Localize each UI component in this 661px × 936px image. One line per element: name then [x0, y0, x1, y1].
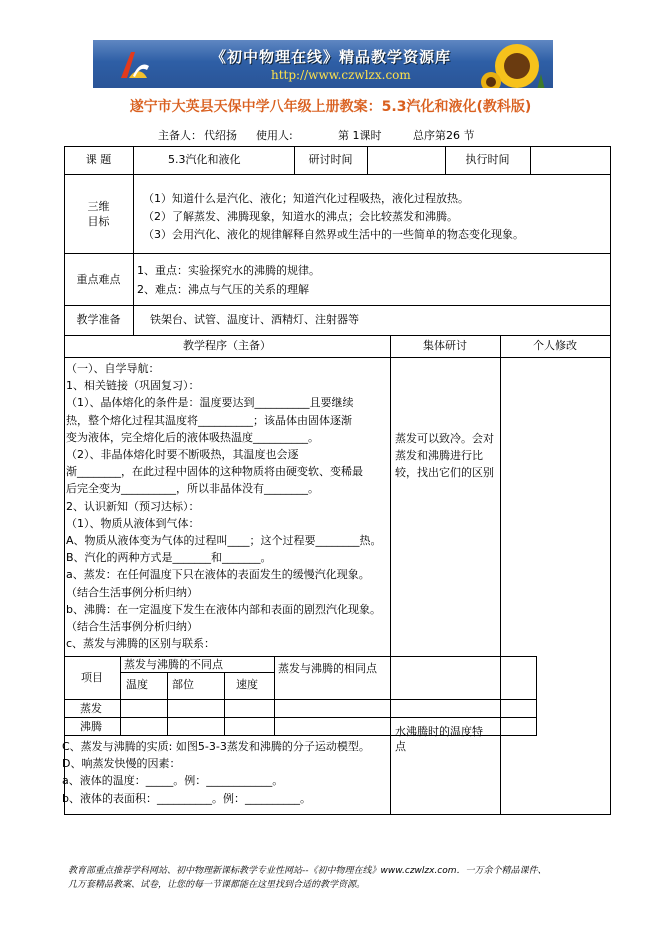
body-line: 后完全变为__________，所以非晶体没有________。	[66, 482, 319, 496]
body-line: 1、相关链接（巩固复习）：	[66, 379, 200, 393]
page-footer	[68, 864, 547, 892]
key-point-item: 2、难点：沸点与气压的关系的理解	[137, 283, 309, 296]
site-banner	[93, 40, 553, 88]
topic-value: 5.3汽化和液化	[168, 153, 241, 166]
program-body-2	[62, 738, 370, 807]
preparer-name: 代绍扬	[204, 129, 237, 142]
compare-row-evaporation: 蒸发	[80, 702, 102, 715]
body-line: a、液体的温度：_____。例：____________。	[62, 774, 284, 788]
preparer-label: 主备人：	[158, 129, 202, 142]
document-title: 遂宁市大英县天保中学八年级上册教案：5.3汽化和液化(教科版)	[129, 99, 532, 115]
banner-title: 《初中物理在线》精品教学资源库	[211, 48, 452, 66]
body-line: （结合生活事例分析归纳）	[66, 620, 198, 634]
research-time-label: 研讨时间	[308, 153, 353, 166]
body-line: c、蒸发与沸腾的区别与联系：	[66, 637, 216, 651]
body-line: D、响蒸发快慢的因素：	[62, 757, 181, 771]
total-lesson-number: 总序第26 节	[413, 129, 475, 142]
site-logo-icon	[117, 48, 151, 82]
compare-row-boiling: 沸腾	[80, 720, 102, 733]
user-label: 使用人:	[256, 129, 293, 142]
prep-label: 教学准备	[76, 313, 121, 326]
body-line: A、物质从液体变为气体的过程叫____；这个过程要________热。	[66, 534, 382, 548]
body-line: （1）、物质从液体到气体：	[66, 516, 200, 530]
compare-item-header: 项目	[81, 671, 103, 684]
key-points-label: 重点难点	[76, 273, 121, 286]
footer-line: 几万套精品教案、试卷，让您的每一节课都能在这里找到合适的教学资源。	[68, 880, 366, 890]
footer-line: 教育部重点推荐学科网站、初中物理新课标教学专业性网站--《初中物理在线》www.czwlzx.com．一万余个精品课件、	[68, 866, 547, 876]
body-line: 热，整个熔化过程其温度将__________；该晶体由固体逐渐	[66, 413, 352, 427]
body-line: 变为液体，完全熔化后的液体吸热温度__________。	[66, 430, 319, 444]
program-personal-header: 个人修改	[533, 339, 577, 352]
program-body	[66, 360, 382, 652]
body-line: b、液体的表面积：__________。例：__________。	[62, 791, 311, 805]
objective-item: （1）知道什么是汽化、液化；知道汽化过程吸热，液化过程放热。	[143, 192, 469, 205]
objectives-label-line2: 目标	[87, 215, 110, 228]
banner-url: http://www.czwlzx.com	[271, 68, 411, 82]
compare-col-location: 部位	[172, 678, 194, 691]
objectives-label-line1: 三维	[87, 200, 110, 213]
key-point-item: 1、重点：实验探究水的沸腾的规律。	[137, 264, 320, 277]
lesson-number: 第 1课时	[338, 129, 382, 142]
body-line: C、蒸发与沸腾的实质: 如图5-3-3蒸发和沸腾的分子运动模型。	[62, 740, 370, 753]
objective-item: （3）会用汽化、液化的规律解释自然界或生活中的一些简单的物态变化现象。	[143, 228, 524, 241]
body-line: （1）、晶体熔化的条件是：温度要达到__________且要继续	[66, 396, 354, 410]
body-line: （一）、自学导航：	[66, 362, 160, 375]
body-line: a、蒸发：在任何温度下只在液体的表面发生的缓慢汽化现象。	[66, 568, 370, 582]
body-line: b、沸腾：在一定温度下发生在液体内部和表面的剧烈汽化现象。	[66, 602, 381, 616]
group-note-2: 水沸腾时的温度特 点	[395, 725, 483, 753]
body-line: 2、认识新知（预习达标）：	[66, 499, 200, 513]
compare-same-header: 蒸发与沸腾的相同点	[278, 662, 377, 675]
compare-col-temperature: 温度	[126, 678, 148, 691]
sunflower-icon	[479, 40, 549, 88]
body-line: 渐________，在此过程中固体的这种物质将由硬变软、变稀最	[66, 465, 363, 479]
program-main-header: 教学程序（主备）	[183, 339, 271, 352]
compare-col-speed: 速度	[236, 678, 258, 691]
body-line: （结合生活事例分析归纳）	[66, 585, 198, 599]
body-line: B、汽化的两种方式是_______和_______。	[66, 551, 272, 565]
group-note-1: 蒸发可以致冷。会对 蒸发和沸腾进行比 较，找出它们的区别	[395, 432, 494, 479]
compare-diff-header: 蒸发与沸腾的不同点	[124, 658, 223, 671]
prep-text: 铁架台、试管、温度计、酒精灯、注射器等	[150, 313, 359, 326]
exec-time-label: 执行时间	[465, 153, 510, 166]
objective-item: （2）了解蒸发、沸腾现象，知道水的沸点；会比较蒸发和沸腾。	[143, 210, 458, 223]
program-group-header: 集体研讨	[423, 339, 467, 352]
body-line: （2）、非晶体熔化时要不断吸热，其温度也会逐	[66, 448, 299, 462]
topic-label: 课 题	[85, 153, 112, 166]
